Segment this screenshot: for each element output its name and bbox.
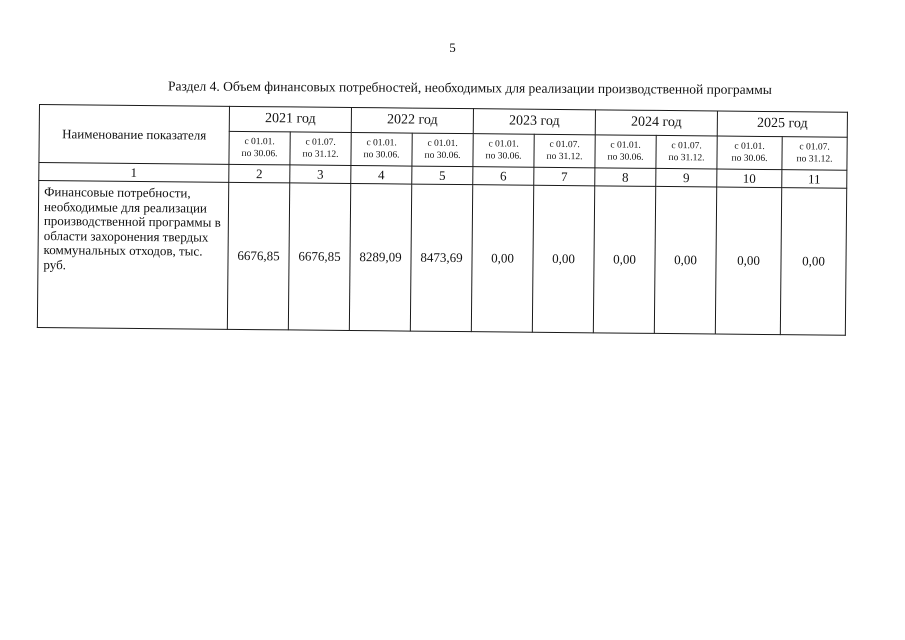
column-number: 10 (717, 169, 782, 188)
value-cell: 0,00 (471, 185, 533, 333)
column-number: 1 (39, 163, 229, 183)
column-number: 3 (290, 165, 351, 184)
period-header: с 01.01. по 30.06. (351, 132, 412, 166)
column-number: 6 (473, 167, 534, 186)
indicator-name-header: Наименование показателя (39, 105, 230, 165)
value-cell: 0,00 (654, 186, 716, 334)
financial-needs-table (37, 104, 848, 336)
period-header: с 01.01. по 30.06. (717, 136, 782, 170)
period-header: с 01.01. по 30.06. (473, 134, 534, 168)
period-header: с 01.07. по 31.12. (656, 135, 717, 169)
period-header: с 01.07. по 31.12. (290, 132, 351, 166)
year-header-2025: 2025 год (717, 111, 847, 137)
year-header-2024: 2024 год (595, 110, 717, 136)
section-title: Раздел 4. Объем финансовых потребностей, необходимых для реализации производственной программы (167, 78, 772, 98)
page-number: 5 (449, 40, 456, 55)
period-header: с 01.01. по 30.06. (412, 133, 473, 167)
indicator-name: Финансовые потребности, необходимые для реализации производственной программы в области захоронения твердых коммунальных отходов, тыс. руб. (37, 181, 228, 330)
value-cell: 8289,09 (349, 183, 411, 331)
value-cell: 0,00 (532, 185, 594, 333)
period-header: с 01.07. по 31.12. (782, 137, 847, 171)
value-cell: 6676,85 (227, 182, 289, 330)
column-number: 11 (782, 170, 847, 189)
value-cell: 6676,85 (288, 183, 350, 331)
year-header-2023: 2023 год (473, 109, 595, 135)
column-number: 4 (351, 165, 412, 184)
period-header: с 01.01. по 30.06. (229, 131, 290, 165)
column-number: 7 (534, 167, 595, 186)
value-cell: 0,00 (715, 187, 781, 335)
value-cell: 8473,69 (410, 184, 472, 332)
column-number: 8 (595, 168, 656, 187)
value-cell: 0,00 (593, 186, 655, 334)
period-header: с 01.01. по 30.06. (595, 135, 656, 169)
table-row (37, 181, 846, 336)
column-number: 5 (412, 166, 473, 185)
financial-needs-table-wrap (37, 104, 848, 336)
column-number: 2 (229, 164, 290, 183)
column-number: 9 (656, 168, 717, 187)
period-header: с 01.07. по 31.12. (534, 134, 595, 168)
year-header-2022: 2022 год (351, 107, 473, 133)
year-header-2021: 2021 год (229, 106, 351, 132)
value-cell: 0,00 (780, 188, 846, 336)
